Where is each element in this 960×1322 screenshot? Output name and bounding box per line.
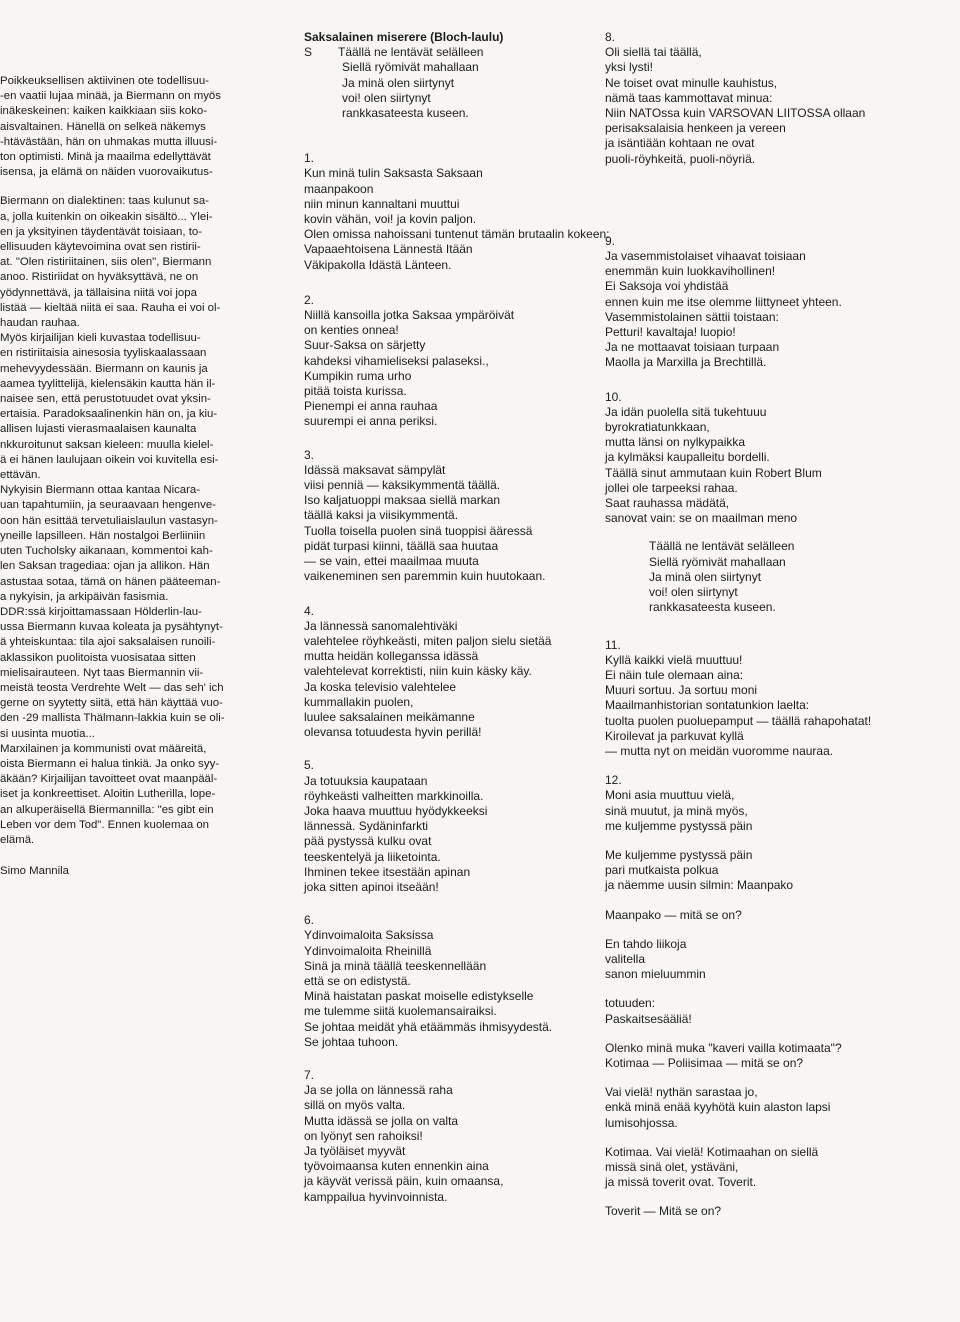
text-line: ä ei hänen laulujaan oikein voi kuvitella esi- [0, 453, 219, 466]
stanza [605, 937, 960, 983]
verse-line: Kotimaa. Vai vielä! Kotimaahan on siellä [605, 1144, 819, 1159]
verse-line: Maolla ja Marxilla ja Brechtillä. [605, 355, 767, 370]
verse-line: pari mutkaista polkua [605, 863, 719, 878]
verse-line: Kyllä kaikki vielä muuttuu! [605, 652, 743, 667]
verse-line: Idässä maksavat sämpylät [304, 462, 446, 477]
text-line: den -29 mallista Thälmann-lakkia kuin se oli- [0, 712, 225, 725]
refrain-line [304, 91, 604, 106]
verse-line: kummallakin puolen, [304, 694, 414, 709]
refrain-text: voi! olen siirtynyt [342, 90, 431, 105]
verse-line: Muuri sortuu. Ja sortuu moni [605, 683, 758, 698]
text-line: oon hän esittää tervetuliaislaulun vastasyn- [0, 514, 218, 527]
text-line: ton optimisti. Minä ja maailma edellyttävät [0, 151, 211, 164]
verse-line: enemmän kuin luokkavihollinen! [605, 264, 776, 279]
text-line: anoo. Ristiriidat on hyväksyttävä, ne on [0, 271, 199, 284]
verse-line: Ja lännessä sanomalehtiväki [304, 618, 458, 633]
verse-line: Iso kaljatuoppi maksaa siellä markan [304, 493, 501, 508]
verse-line: Petturi! kavaltaja! luopio! [605, 325, 736, 340]
text-line: mehevyydessään. Biermann on kaunis ja [0, 362, 208, 375]
verse-line: me tulemme siitä kuolemansairaiksi. [304, 1004, 497, 1019]
stanza-number: 7. [304, 1067, 315, 1082]
refrain-line [304, 60, 604, 75]
text-line: en ristiriitaisia ainesosia tyyliskaalassaan [0, 347, 207, 360]
verse-line: tuolta puolen puoluepamput — täällä rahapohatat! [605, 713, 872, 728]
verse-line: puoli-röyhkeitä, puoli-nöyriä. [605, 151, 756, 166]
verse-line: pidät turpasi kiinni, täällä saa huutaa [304, 538, 499, 553]
verse-line: Vai vielä! nythän sarastaa jo, [605, 1085, 758, 1100]
verse-line: työvoimaansa kuten ennenkin aina [304, 1159, 489, 1174]
refrain-line: rankkasateesta kuseen. [649, 600, 776, 615]
text-line: Poikkeuksellisen aktiivinen ote todellisuu- [0, 75, 209, 87]
refrain-text: Siellä ryömivät mahallaan [342, 60, 479, 75]
verse-line: Vapaaehtoisena Lännestä Itään [304, 242, 473, 257]
text-line: si uusinta muotia... [0, 727, 95, 740]
stanza [605, 773, 960, 834]
text-line: naisee sen, että perustotuudet ovat yksin- [0, 393, 211, 406]
verse-line: Maailmanhistorian sontatunkion laelta: [605, 698, 810, 713]
refrain-text: rankkasateesta kuseen. [342, 106, 469, 121]
stanza [605, 848, 960, 894]
text-line: isensa, ja elämä on näiden vuorovaikutus- [0, 166, 213, 179]
verse-line: Ja idän puolella sitä tukehtuuu [605, 404, 767, 419]
verse-line: ja missä toverit ovat. Toverit. [605, 1175, 757, 1190]
text-line: ettävän. [0, 469, 41, 482]
verse-line: sanovat vain: se on maailman meno [605, 511, 798, 526]
stanza-number: 8. [605, 30, 616, 44]
poem-title: Saksalainen miserere (Bloch-laulu) [304, 30, 504, 44]
verse-line: Ja työläiset myyvät [304, 1144, 406, 1158]
verse-line: Olen omissa nahoissani tuntenut tämän brutaalin kokeen: [304, 227, 610, 242]
essay-paragraph [0, 483, 262, 605]
stanza [304, 604, 604, 741]
stanza-number: 10. [605, 389, 622, 404]
refrain-line [304, 45, 604, 60]
verse-line: yksi lysti! [605, 60, 653, 75]
stanza [605, 996, 960, 1026]
verse-line: pää pystyssä kulku ovat [304, 834, 432, 849]
verse-line: Ydinvoimaloita Rheinillä [304, 943, 432, 958]
text-line: uan tapahtumiin, ja seuraavaan hengenve- [0, 499, 216, 512]
text-line: uten Tucholsky aikanaan, kommentoi kah- [0, 545, 213, 558]
text-line: aklassikon puolitoista vuosisataa sitten [0, 651, 196, 664]
text-line: Marxilainen ja kommunisti ovat määreitä, [0, 742, 207, 755]
stanza-number: 5. [304, 758, 315, 773]
stanza [605, 1204, 960, 1219]
text-line: Biermann on dialektinen: taas kulunut sa- [0, 195, 209, 208]
poem-column-left [304, 30, 610, 1205]
text-line: at. "Olen ristiriitainen, siis olen", Biermann [0, 256, 212, 269]
text-line: ä yhteiskuntaa: tila ajoi saksalaisen runoili- [0, 636, 216, 649]
text-line: mielisairauteen. Nyt taas Biermannin vii- [0, 666, 204, 679]
verse-line: En tahdo liikoja [605, 936, 687, 951]
text-line: an alkuperäisellä Biermannilla: "es gibt ein [0, 803, 214, 816]
refrain-line: Siellä ryömivät mahallaan [649, 554, 786, 569]
verse-line: Pienempi ei anna rauhaa [304, 399, 438, 414]
verse-line: Tuolla toisella puolen sinä tuoppisi ääressä [304, 523, 533, 538]
stanza [605, 30, 960, 167]
stanza [605, 234, 960, 371]
verse-line: Me kuljemme pystyssä päin [605, 847, 753, 862]
verse-line: valehtelevat korrektisti, niin kuin käsky käy. [304, 664, 532, 679]
verse-line: Mutta idässä se jolla on valta [304, 1113, 459, 1128]
verse-line: Kun minä tulin Saksasta Saksaan [304, 166, 483, 181]
verse-line: Se johtaa tuhoon. [304, 1034, 399, 1049]
verse-line: suurempi ei anna periksi. [304, 414, 438, 429]
verse-line: niin minun kannaltani muuttui [304, 196, 460, 211]
verse-line: lännessä. Sydäninfarkti [304, 819, 429, 834]
verse-line: Suur-Saksa on särjetty [304, 338, 426, 353]
verse-line: lumisohjossa. [605, 1115, 678, 1130]
stanza [605, 1041, 960, 1071]
verse-line: vaikeneminen sen paremmin kuin huutokaan. [304, 569, 546, 584]
verse-line: — mutta nyt on meidän vuoromme nauraa. [605, 743, 834, 758]
stanza [304, 1068, 604, 1205]
verse-line: ja näemme uusin silmin: Maanpako [605, 878, 794, 893]
verse-line: — se vain, ettei maailmaa muuta [304, 554, 479, 569]
verse-line: kovin vähän, voi! ja kovin paljon. [304, 212, 477, 227]
verse-line: pitää toista kurissa. [304, 384, 407, 399]
text-line: Leben vor dem Tod". Ennen kuolemaa on [0, 818, 210, 831]
verse-line: luulee saksalainen meikämanne [304, 709, 475, 724]
verse-line: Ja se jolla on lännessä raha [304, 1083, 453, 1098]
refrain [304, 45, 604, 121]
text-line: -en vaatii lujaa minää, ja Biermann on myös [0, 90, 221, 103]
verse-line: Kumpikin ruma urho [304, 368, 412, 383]
verse-line: Ja vasemmistolaiset vihaavat toisiaan [605, 249, 806, 264]
verse-line: sinä muutut, ja minä myös, [605, 803, 748, 818]
stanza [605, 1145, 960, 1191]
stanza [304, 151, 610, 273]
stanza [605, 908, 960, 923]
text-line: Myös kirjailijan kieli kuvastaa todellisuu- [0, 332, 201, 345]
stanza [304, 448, 604, 585]
stanza-number: 3. [304, 447, 315, 462]
refrain-line: Täällä ne lentävät selälleen [649, 539, 795, 554]
text-line: ussa Biermann kuvaa koleata ja pysähtynyt- [0, 621, 223, 634]
stanza [304, 758, 604, 895]
verse-line: olevansa totuudesta hyvin perillä! [304, 725, 482, 740]
verse-line: kahdeksi vihamieliseksi palaseksi., [304, 353, 489, 368]
verse-line: ja käyvät verissä päin, kuin omaansa, [304, 1174, 504, 1189]
verse-line: ennen kuin me itse olemme liittyneet yhteen. [605, 294, 842, 309]
text-line: DDR:ssä kirjoittamassaan Hölderlin-lau- [0, 605, 202, 618]
verse-line: valitella [605, 951, 646, 966]
verse-line: Ja koska televisio valehtelee [304, 679, 457, 694]
stanza-number: 1. [304, 151, 315, 166]
verse-line: perisaksalaisia henkeen ja vereen [605, 121, 786, 136]
verse-line: että se on edistystä. [304, 973, 411, 988]
verse-line: mutta länsi on nylkypaikka [605, 435, 746, 450]
text-line: aamea tyylittelijä, kielensäkin kautta hän il- [0, 377, 216, 390]
verse-line: totuuden: [605, 996, 656, 1011]
verse-line: byrokratiatunkkaan, [605, 420, 710, 435]
text-line: ertaisia. Paradoksaalinenkin hän on, ja kiu- [0, 408, 218, 421]
text-line: aisvaltainen. Hänellä on selkeä näkemys [0, 120, 206, 133]
refrain-text: Ja minä olen siirtynyt [342, 75, 455, 90]
verse-line: on kenties onnea! [304, 323, 399, 338]
stanza-number: 11. [605, 637, 621, 652]
stanza [605, 638, 960, 760]
text-line: äkään? Kirjailijan tavoitteet ovat maanpääl- [0, 773, 218, 786]
verse-line: Sinä ja minä täällä teeskennellään [304, 958, 487, 973]
verse-line: Ei näin tule olemaan aina: [605, 667, 744, 682]
verse-line: Ja ne mottaavat toisiaan turpaan [605, 340, 780, 355]
verse-line: Paskaitsesääliä! [605, 1011, 692, 1026]
verse-line: Täällä sinut ammutaan kuin Robert Blum [605, 465, 822, 480]
poem-column-right [605, 30, 960, 1220]
text-line: nkkuroitunut saksan kieleen: muulla kielel- [0, 438, 214, 451]
verse-line: Kiroilevat ja parkuvat kyllä [605, 728, 744, 743]
verse-line: sanon mieluummin [605, 967, 706, 982]
verse-line: valehtelee röyhkeästi, miten paljon sielu sietää [304, 633, 552, 648]
stanza-number: 4. [304, 603, 315, 618]
verse-line: joka sitten apinoi itseään! [304, 879, 439, 894]
signature: Simo Mannila [0, 865, 70, 878]
text-line: yödynnettävä, ja tällaisina niitä voi jopa [0, 286, 197, 299]
text-line: a, jolla kuitenkin on oikeakin sisältö... Ylei- [0, 210, 213, 223]
essay-paragraph [0, 194, 262, 331]
verse-line: sillä on myös valta. [304, 1098, 406, 1113]
verse-line: me kuljemme pystyssä päin [605, 818, 753, 833]
text-line: elämä. [0, 833, 35, 846]
text-line: meistä teosta Verdrehte Welt — das seh' ich [0, 681, 224, 694]
text-line: a nykyisin, ja arkipäivän fasismia. [0, 590, 169, 603]
stanza-number: 9. [605, 233, 616, 248]
refrain-line: voi! olen siirtynyt [649, 585, 738, 600]
verse-line: Vasemmistolainen sättii toistaan: [605, 309, 779, 324]
essay-paragraph [0, 605, 262, 742]
essay-paragraph [0, 742, 262, 848]
text-line: gerne on syytetty siitä, että hän käyttää vuo- [0, 697, 223, 710]
stanza [304, 913, 604, 1050]
stanza-number: 12. [605, 773, 622, 788]
verse-line: Ja totuuksia kaupataan [304, 773, 428, 788]
text-line: ellisuuden käytevoimina ovat sen ristirii- [0, 241, 201, 254]
refrain-line [304, 76, 604, 91]
refrain [605, 539, 960, 615]
text-line: oista Biermann ei halua tinkiä. Ja onko syy- [0, 757, 220, 770]
verse-line: ja isäntiään kohtaan ne ovat [605, 136, 755, 151]
verse-line: missä sinä olet, ystäväni, [605, 1159, 739, 1174]
verse-line: on lyönyt sen rahoiksi! [304, 1128, 423, 1143]
stanza-number: 6. [304, 913, 315, 928]
verse-line: Oli siellä tai täällä, [605, 45, 702, 60]
verse-line: Olenko minä muka "kaveri vailla kotimaata"? [605, 1040, 842, 1055]
verse-line: Moni asia muuttuu vielä, [605, 788, 735, 803]
verse-line: Maanpako — mitä se on? [605, 907, 742, 922]
verse-line: Toverit — Mitä se on? [605, 1204, 722, 1219]
text-line: listää — kieltää niitä ei saa. Rauha ei voi ol- [0, 301, 221, 314]
text-line: astustaa sotaa, tämä on hänen pääteeman- [0, 575, 221, 588]
verse-line: Ei Saksoja voi yhdistää [605, 279, 729, 294]
verse-line: Kotimaa — Poliisimaa — mitä se on? [605, 1055, 804, 1070]
essay-paragraph [0, 74, 262, 180]
text-line: Nykyisin Biermann ottaa kantaa Nicara- [0, 484, 201, 497]
essay-paragraph [0, 331, 262, 483]
verse-line: teeskentelyä ja liiketointa. [304, 849, 441, 864]
stanza [304, 293, 604, 430]
verse-line: Ne toiset ovat minulle kauhistus, [605, 75, 778, 90]
verse-line: täällä kaksi ja viisikymmentä. [304, 508, 459, 523]
verse-line: Saat rauhassa mädätä, [605, 496, 730, 511]
verse-line: kamppailua hyvinvoinnista. [304, 1189, 448, 1204]
verse-line: Väkipakolla Idästä Länteen. [304, 257, 452, 272]
verse-line: Niillä kansoilla jotka Saksaa ympäröivät [304, 308, 515, 323]
verse-line: mutta heidän kolleganssa idässä [304, 649, 479, 664]
verse-line: Ihminen tekee itsestään apinan [304, 864, 471, 879]
verse-line: röyhkeästi valheitten markkinoilla. [304, 788, 484, 803]
verse-line: Niin NATOssa kuin VARSOVAN LIITOSSA ollaan [605, 106, 866, 121]
refrain-line: Ja minä olen siirtynyt [649, 569, 762, 584]
essay-column [0, 74, 262, 879]
stanza [605, 390, 960, 527]
verse-line: nämä taas kammottavat minua: [605, 90, 773, 105]
refrain-prefix: S [304, 45, 313, 60]
verse-line: Minä haistatan paskat moiselle edistykselle [304, 989, 534, 1004]
text-line: iset ja konkreettiset. Aloitin Lutherilla, lope- [0, 788, 216, 801]
stanza-number: 2. [304, 292, 315, 307]
text-line: allisen lujasti vierasmaalaisen kaunalta [0, 423, 197, 436]
text-line: -htävästään, hän on uhmakas mutta illuusi- [0, 135, 218, 148]
text-line: len Saksan tragediaa: ojan ja allikon. Hän [0, 560, 210, 573]
verse-line: Se johtaa meidät yhä etäämmäs ihmisyydestä. [304, 1019, 553, 1034]
text-line: haudan rauhaa. [0, 317, 80, 330]
verse-line: Joka haava muuttuu hyödykkeeksi [304, 803, 488, 818]
text-line: en ja yksityinen täydentävät toisiaan, to- [0, 225, 202, 238]
verse-line: enkä minä enää kyyhötä kuin alaston lapsi [605, 1100, 831, 1115]
verse-line: Ydinvoimaloita Saksissa [304, 928, 434, 943]
verse-line: jollei ole tarpeeksi rahaa. [605, 480, 738, 495]
verse-line: viisi penniä — kaksikymmentä täällä. [304, 478, 501, 493]
text-line: inäkeskeinen: kaiken kaikkiaan siis koko- [0, 105, 208, 118]
stanza [605, 1085, 960, 1131]
verse-line: ja kylmäksi kaupalleitu bordelli. [605, 450, 770, 465]
refrain-text: Täällä ne lentävät selälleen [338, 45, 484, 60]
text-line: yneille lapsilleen. Hän nostalgoi Berliiniin [0, 529, 206, 542]
verse-line: maanpakoon [304, 181, 374, 196]
refrain-line [304, 106, 604, 121]
